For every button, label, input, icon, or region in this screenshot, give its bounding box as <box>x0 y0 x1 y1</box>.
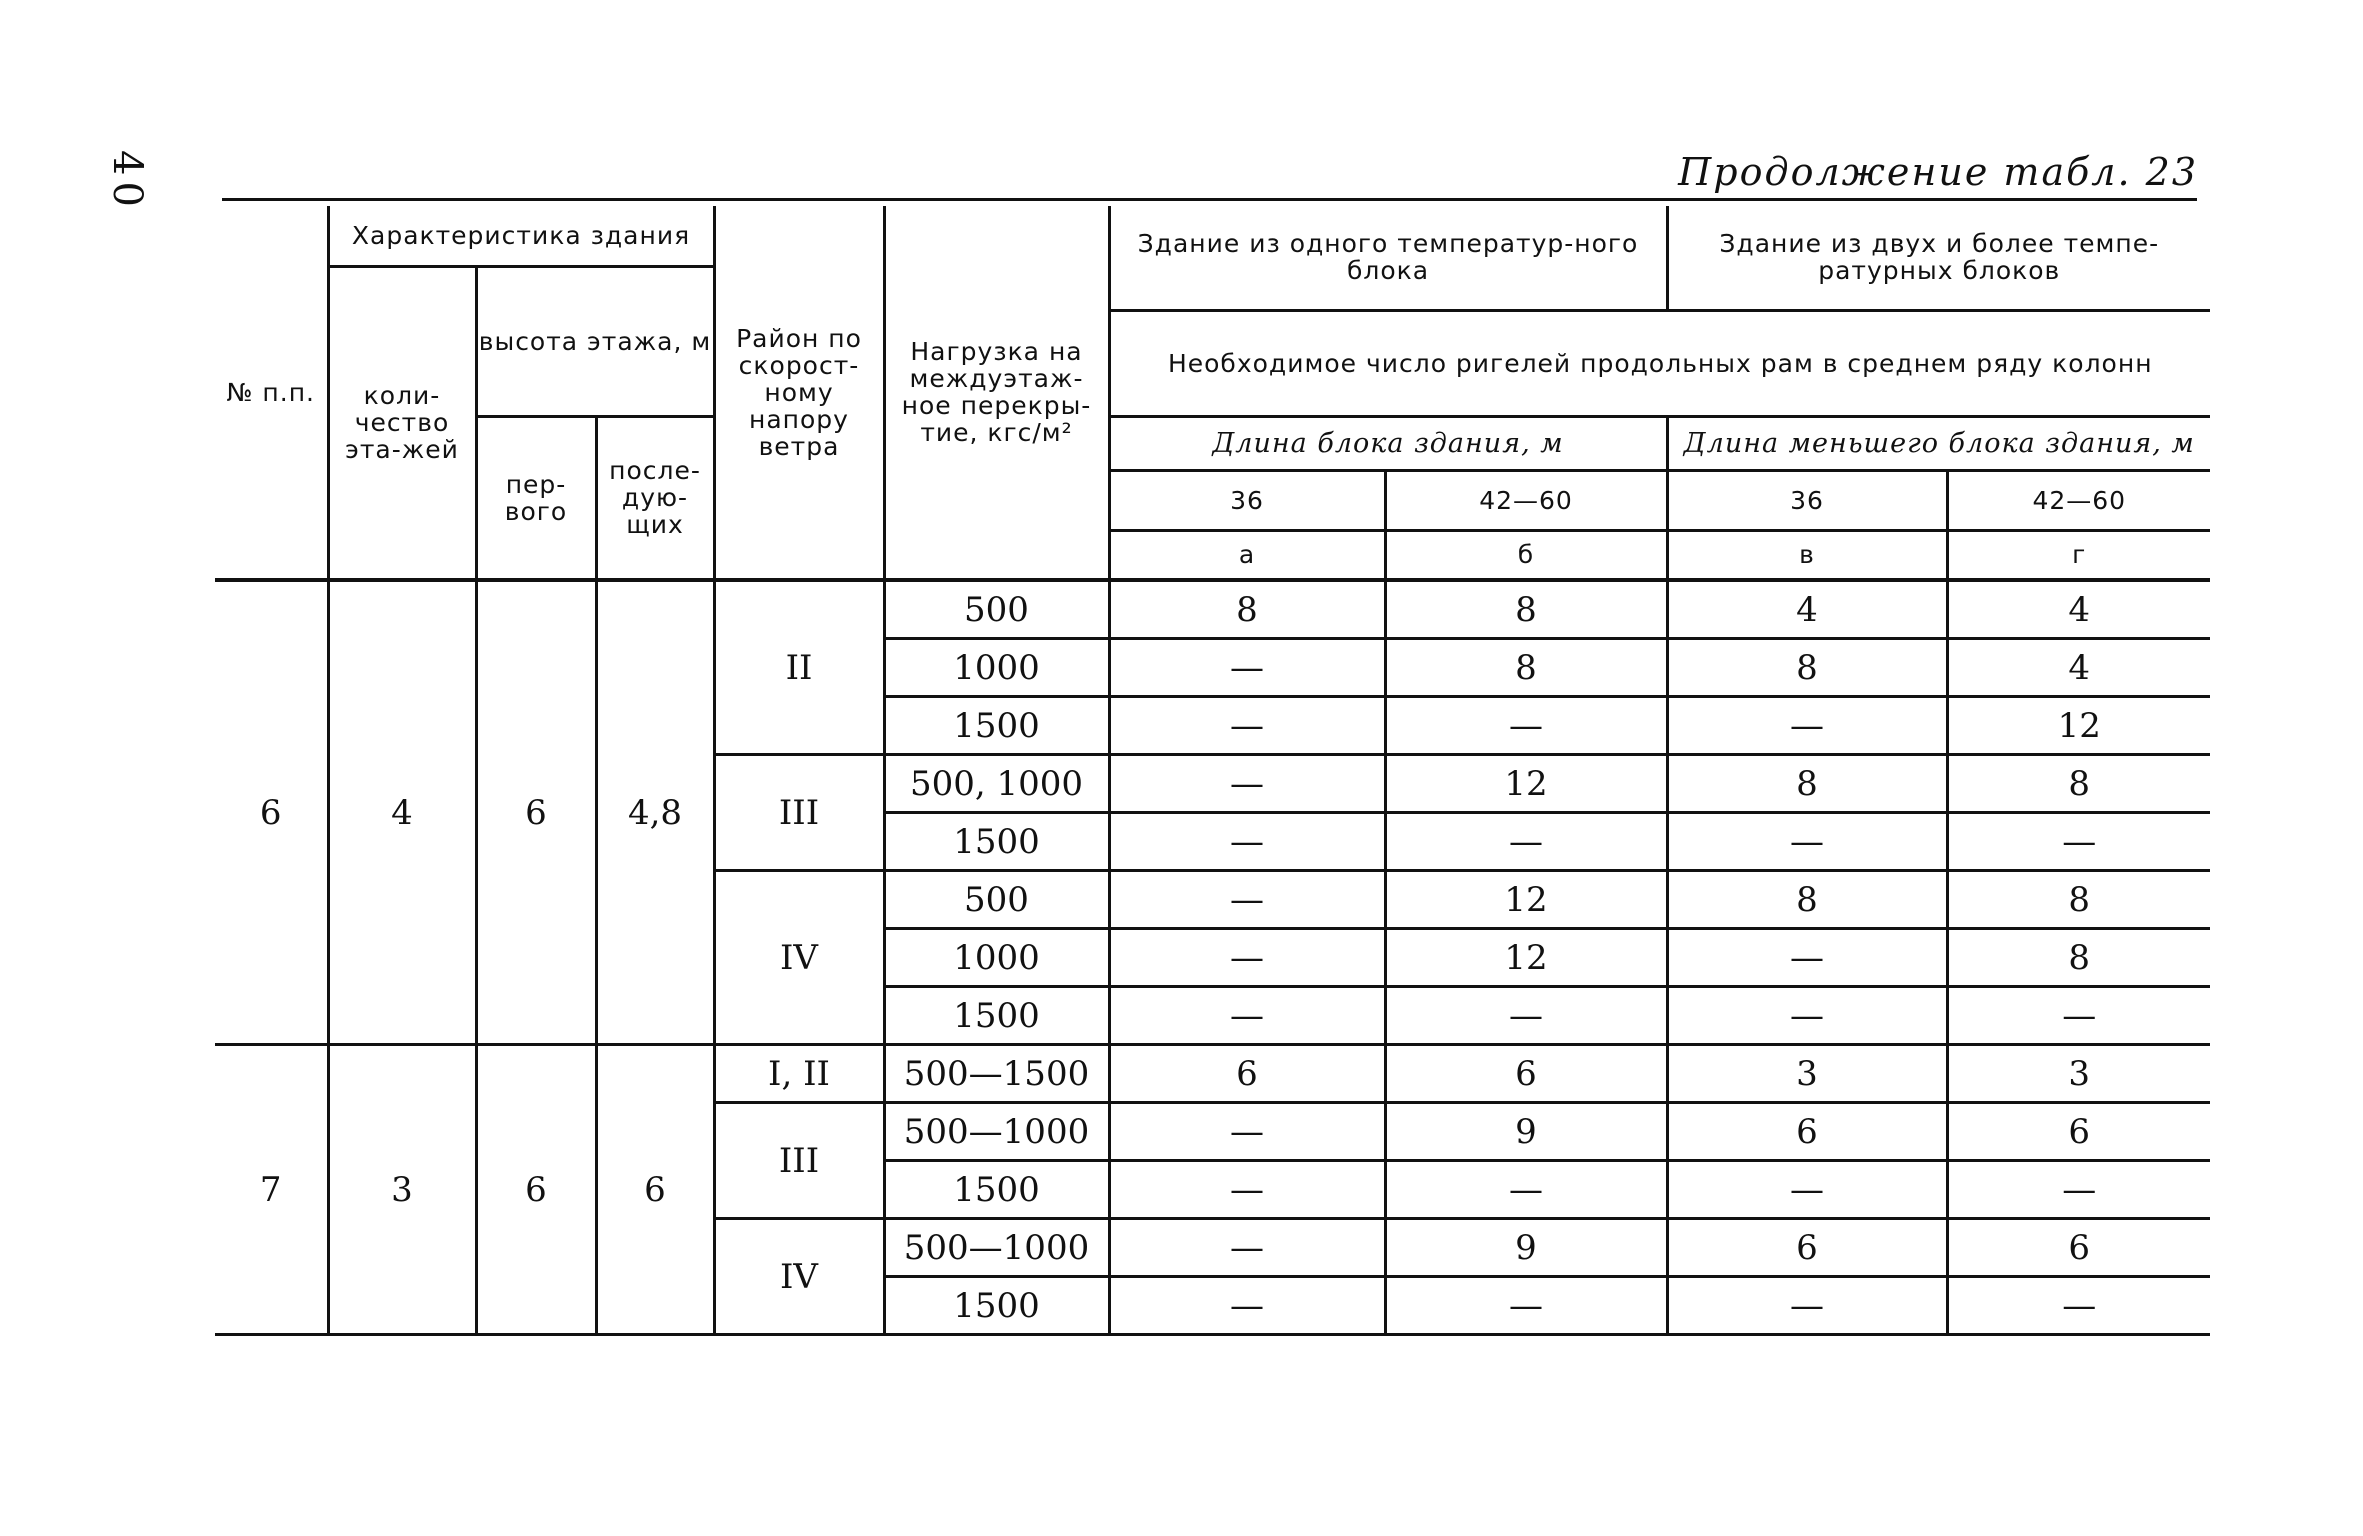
cell-c: 8 <box>1667 755 1947 813</box>
cell-b: — <box>1385 1277 1667 1335</box>
cell-c: — <box>1667 1161 1947 1219</box>
cell-wind-region: IV <box>714 1219 884 1335</box>
cell-load: 500, 1000 <box>884 755 1109 813</box>
cell-d: 8 <box>1947 871 2210 929</box>
cell-floors: 4 <box>328 580 476 1045</box>
cell-a: 8 <box>1109 580 1385 639</box>
page-number: 40 <box>104 150 150 213</box>
cell-a: — <box>1109 813 1385 871</box>
cell-load: 1500 <box>884 1161 1109 1219</box>
cell-a: — <box>1109 639 1385 697</box>
cell-d: 3 <box>1947 1045 2210 1103</box>
col-header-42-60-b: 42—60 <box>1385 470 1667 530</box>
col-header-floor-height: высота этажа, м <box>476 266 714 416</box>
cell-a: — <box>1109 987 1385 1045</box>
col-letter-a: а <box>1109 530 1385 580</box>
cell-a: — <box>1109 871 1385 929</box>
col-header-subsequent: после-дую-щих <box>596 416 714 580</box>
cell-b: — <box>1385 813 1667 871</box>
cell-b: 12 <box>1385 929 1667 987</box>
col-header-load: Нагрузка на междуэтаж-ное перекры-тие, кгс/м² <box>884 206 1109 580</box>
cell-a: — <box>1109 1277 1385 1335</box>
table-top-rule <box>222 198 2197 201</box>
cell-c: 8 <box>1667 639 1947 697</box>
cell-load: 500—1000 <box>884 1219 1109 1277</box>
cell-c: 8 <box>1667 871 1947 929</box>
cell-a: — <box>1109 1219 1385 1277</box>
table-row <box>215 580 2210 639</box>
cell-c: — <box>1667 697 1947 755</box>
table-23-continuation <box>215 206 2210 1336</box>
col-header-characteristic: Характеристика здания <box>328 206 714 266</box>
cell-load: 500—1500 <box>884 1045 1109 1103</box>
cell-floors: 3 <box>328 1045 476 1335</box>
col-header-36-a: 36 <box>1109 470 1385 530</box>
cell-load: 500—1000 <box>884 1103 1109 1161</box>
col-letter-c: в <box>1667 530 1947 580</box>
cell-b: 6 <box>1385 1045 1667 1103</box>
cell-b: 12 <box>1385 871 1667 929</box>
cell-d: — <box>1947 1277 2210 1335</box>
col-header-smaller-block-length: Длина меньшего блока здания, м <box>1667 416 2210 470</box>
cell-c: 4 <box>1667 580 1947 639</box>
col-header-no: № п.п. <box>215 206 328 580</box>
cell-a: 6 <box>1109 1045 1385 1103</box>
col-header-block-length: Длина блока здания, м <box>1109 416 1667 470</box>
cell-wind-region: III <box>714 755 884 871</box>
cell-a: — <box>1109 929 1385 987</box>
col-letter-b: б <box>1385 530 1667 580</box>
cell-no: 7 <box>215 1045 328 1335</box>
cell-c: 6 <box>1667 1103 1947 1161</box>
cell-d: 4 <box>1947 580 2210 639</box>
cell-d: 8 <box>1947 755 2210 813</box>
cell-d: 6 <box>1947 1103 2210 1161</box>
table-row <box>215 1045 2210 1103</box>
col-header-36-c: 36 <box>1667 470 1947 530</box>
cell-d: — <box>1947 987 2210 1045</box>
cell-a: — <box>1109 755 1385 813</box>
cell-first: 6 <box>476 580 596 1045</box>
cell-load: 1000 <box>884 639 1109 697</box>
cell-load: 1000 <box>884 929 1109 987</box>
cell-a: — <box>1109 697 1385 755</box>
cell-load: 1500 <box>884 987 1109 1045</box>
cell-b: 9 <box>1385 1103 1667 1161</box>
cell-wind-region: IV <box>714 871 884 1045</box>
cell-b: 8 <box>1385 580 1667 639</box>
cell-subsequent: 6 <box>596 1045 714 1335</box>
cell-c: 3 <box>1667 1045 1947 1103</box>
cell-load: 500 <box>884 871 1109 929</box>
cell-b: 12 <box>1385 755 1667 813</box>
cell-load: 1500 <box>884 813 1109 871</box>
cell-c: — <box>1667 929 1947 987</box>
cell-c: — <box>1667 813 1947 871</box>
table-caption: Продолжение табл. 23 <box>1678 150 2198 194</box>
cell-c: — <box>1667 987 1947 1045</box>
cell-d: 12 <box>1947 697 2210 755</box>
cell-wind-region: II <box>714 580 884 755</box>
cell-b: — <box>1385 697 1667 755</box>
cell-no: 6 <box>215 580 328 1045</box>
col-header-two-blocks: Здание из двух и более темпе-ратурных блоков <box>1667 206 2210 310</box>
cell-c: — <box>1667 1277 1947 1335</box>
cell-d: — <box>1947 813 2210 871</box>
cell-d: — <box>1947 1161 2210 1219</box>
cell-wind-region: I, II <box>714 1045 884 1103</box>
cell-load: 1500 <box>884 697 1109 755</box>
cell-load: 500 <box>884 580 1109 639</box>
cell-d: 8 <box>1947 929 2210 987</box>
col-header-one-block: Здание из одного температур-ного блока <box>1109 206 1667 310</box>
cell-subsequent: 4,8 <box>596 580 714 1045</box>
cell-b: — <box>1385 987 1667 1045</box>
cell-a: — <box>1109 1161 1385 1219</box>
cell-a: — <box>1109 1103 1385 1161</box>
cell-first: 6 <box>476 1045 596 1335</box>
col-letter-d: г <box>2072 540 2087 570</box>
cell-d: 6 <box>1947 1219 2210 1277</box>
cell-b: — <box>1385 1161 1667 1219</box>
cell-wind-region: III <box>714 1103 884 1219</box>
cell-c: 6 <box>1667 1219 1947 1277</box>
col-header-first: пер-вого <box>476 416 596 580</box>
col-header-wind-region: Район по скорост-ному напору ветра <box>714 206 884 580</box>
table-body <box>215 580 2210 1335</box>
cell-b: 9 <box>1385 1219 1667 1277</box>
col-header-42-60-d: 42—60 <box>1947 470 2210 530</box>
col-header-floors: коли-чество эта-жей <box>328 266 476 580</box>
cell-b: 8 <box>1385 639 1667 697</box>
cell-d: 4 <box>1947 639 2210 697</box>
cell-load: 1500 <box>884 1277 1109 1335</box>
col-header-required-girders: Необходимое число ригелей продольных рам в среднем ряду колонн <box>1109 310 2210 416</box>
